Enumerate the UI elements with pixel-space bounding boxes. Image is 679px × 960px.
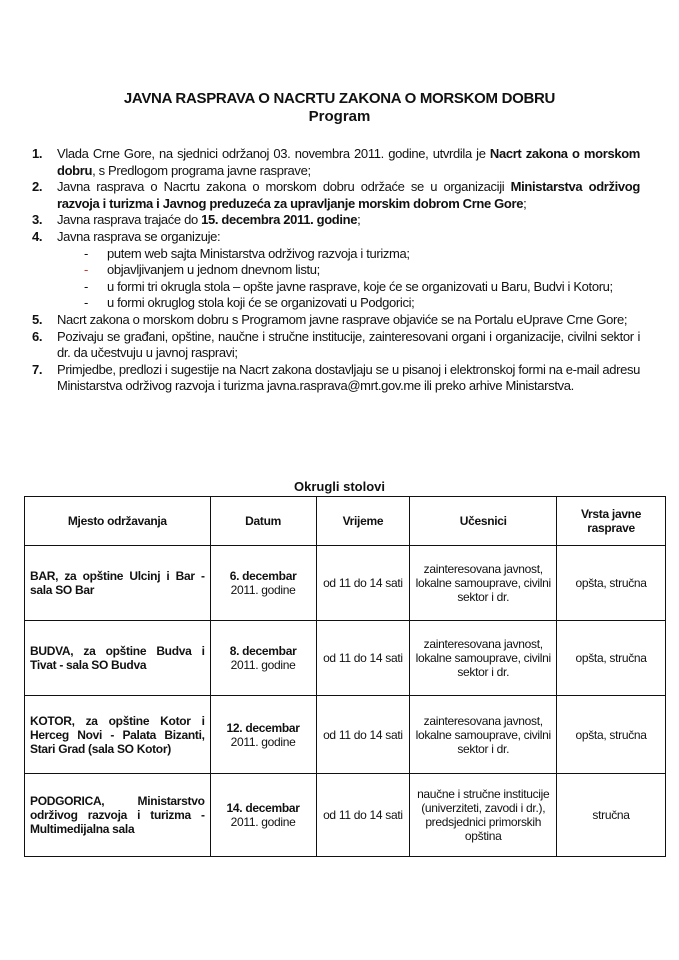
- table-row: [25, 546, 666, 621]
- date-day: 12. decembar: [226, 720, 300, 735]
- item-number: 1.: [32, 146, 43, 161]
- cell-type: opšta, stručna: [557, 621, 666, 696]
- cell-time: od 11 do 14 sati: [316, 546, 410, 621]
- item-bold: Ministarstva održivog razvoja i turizma i Javnog preduzeća za upravljanje morskim dobrom Crne Gore: [57, 179, 640, 211]
- dash-bullet: -: [84, 262, 88, 278]
- table-row: [25, 774, 666, 857]
- header-time: Vrijeme: [316, 497, 410, 546]
- cell-place: BAR, za opštine Ulcinj i Bar - sala SO Bar: [25, 546, 211, 621]
- list-item: [30, 212, 640, 229]
- item-text: Javna rasprava trajaće do: [57, 212, 202, 228]
- cell-participants: zainteresovana javnost, lokalne samouprave, civilni sektor i dr.: [410, 621, 557, 696]
- sub-list-item: [57, 279, 640, 296]
- table-row: [25, 621, 666, 696]
- cell-participants: naučne i stručne institucije (univerziteti, zavodi i dr.), predsjednici primorskih opština: [410, 774, 557, 857]
- date-day: 8. decembar: [229, 644, 297, 658]
- item-text: Javna rasprava o Nacrtu zakona o morskom dobru održaće se u organizaciji: [57, 179, 511, 195]
- cell-time: od 11 do 14 sati: [316, 621, 410, 696]
- list-item: [30, 146, 640, 179]
- date-day: 14. decembar: [226, 801, 300, 815]
- document-subtitle: Program: [308, 108, 371, 125]
- dash-bullet: -: [84, 295, 88, 311]
- table-header-row: [25, 497, 666, 546]
- table-row: [25, 696, 666, 774]
- cell-type: opšta, stručna: [557, 696, 666, 774]
- date-year: 2011. godine: [230, 815, 296, 829]
- item-text: Javna rasprava se organizuje:: [57, 228, 221, 244]
- list-item: [30, 312, 640, 329]
- item-text: ;: [523, 195, 527, 211]
- cell-date: [210, 621, 316, 696]
- sub-list: [57, 246, 640, 312]
- document-title: JAVNA RASPRAVA O NACRTU ZAKONA O MORSKOM DOBRU: [123, 90, 556, 107]
- sub-item-text: u formi tri okrugla stola – opšte javne rasprave, koje će se organizovati u Baru, Budvi i Kotoru;: [107, 278, 613, 294]
- cell-date: [210, 546, 316, 621]
- cell-type: stručna: [557, 774, 666, 857]
- cell-participants: zainteresovana javnost, lokalne samouprave, civilni sektor i dr.: [410, 696, 557, 774]
- item-bold: Nacrt zakona o morskom dobru: [57, 146, 641, 178]
- list-item: [30, 362, 640, 395]
- header-place: Mjesto održavanja: [25, 497, 211, 546]
- date-day: 6. decembar: [229, 569, 297, 583]
- table-caption: Okrugli stolovi: [293, 479, 385, 494]
- list-item: [30, 329, 640, 362]
- date-year: 2011. godine: [230, 734, 296, 749]
- program-list: [30, 146, 640, 395]
- cell-place: BUDVA, za opštine Budva i Tivat - sala SO Budva: [25, 621, 211, 696]
- item-text: Primjedbe, predlozi i sugestije na Nacrt zakona dostavljaju se u pisanoj i elektronskoj formi na e-mail adresu Ministarstva održivog razvoja i turizma javna.rasprava@mrt.gov.me ili preko arhive Ministarstva.: [57, 361, 640, 394]
- item-text: Vlada Crne Gore, na sjednici održanoj 03. novembra 2011. godine, utvrdila je: [57, 146, 490, 161]
- cell-date: [210, 774, 316, 857]
- sub-list-item: [57, 262, 640, 279]
- item-number: 6.: [32, 328, 43, 344]
- list-item: [30, 229, 640, 312]
- item-number: 3.: [32, 212, 43, 228]
- round-tables-table: [24, 496, 666, 857]
- cell-place: KOTOR, za opštine Kotor i Herceg Novi - Palata Bizanti, Stari Grad (sala SO Kotor): [25, 696, 211, 774]
- item-text: , s Predlogom programa javne rasprave;: [92, 162, 311, 178]
- cell-date: [210, 696, 316, 774]
- item-bold: 15. decembra 2011. godine: [201, 212, 358, 228]
- cell-time: od 11 do 14 sati: [316, 774, 410, 857]
- sub-item-text: putem web sajta Ministarstva održivog razvoja i turizma;: [107, 245, 410, 261]
- cell-type: opšta, stručna: [557, 546, 666, 621]
- item-number: 7.: [32, 361, 43, 377]
- item-number: 5.: [32, 311, 43, 327]
- sub-list-item: [57, 246, 640, 263]
- header-participants: Učesnici: [410, 497, 557, 546]
- sub-item-text: u formi okruglog stola koji će se organizovati u Podgorici;: [107, 295, 415, 311]
- item-number: 4.: [32, 228, 43, 244]
- cell-participants: zainteresovana javnost, lokalne samouprave, civilni sektor i dr.: [410, 546, 557, 621]
- sub-item-text: objavljivanjem u jednom dnevnom listu;: [107, 262, 320, 278]
- list-item: [30, 179, 640, 212]
- item-text: Pozivaju se građani, opštine, naučne i stručne institucije, zainteresovani organi i organizacije, civilni sektor i dr. da učestvuju u javnoj raspravi;: [57, 328, 640, 361]
- date-year: 2011. godine: [230, 658, 296, 672]
- header-date: Datum: [210, 497, 316, 546]
- date-year: 2011. godine: [230, 583, 296, 597]
- item-text: Nacrt zakona o morskom dobru s Programom javne rasprave objaviće se na Portalu eUprave Crne Gore;: [57, 311, 628, 327]
- cell-place: PODGORICA, Ministarstvo održivog razvoja i turizma - Multimedijalna sala: [25, 774, 211, 857]
- header-type: Vrsta javne rasprave: [557, 497, 666, 546]
- cell-time: od 11 do 14 sati: [316, 696, 410, 774]
- sub-list-item: [57, 295, 640, 312]
- item-text: ;: [357, 212, 361, 228]
- item-number: 2.: [32, 179, 43, 195]
- dash-bullet: -: [84, 245, 88, 261]
- dash-bullet: -: [84, 278, 88, 294]
